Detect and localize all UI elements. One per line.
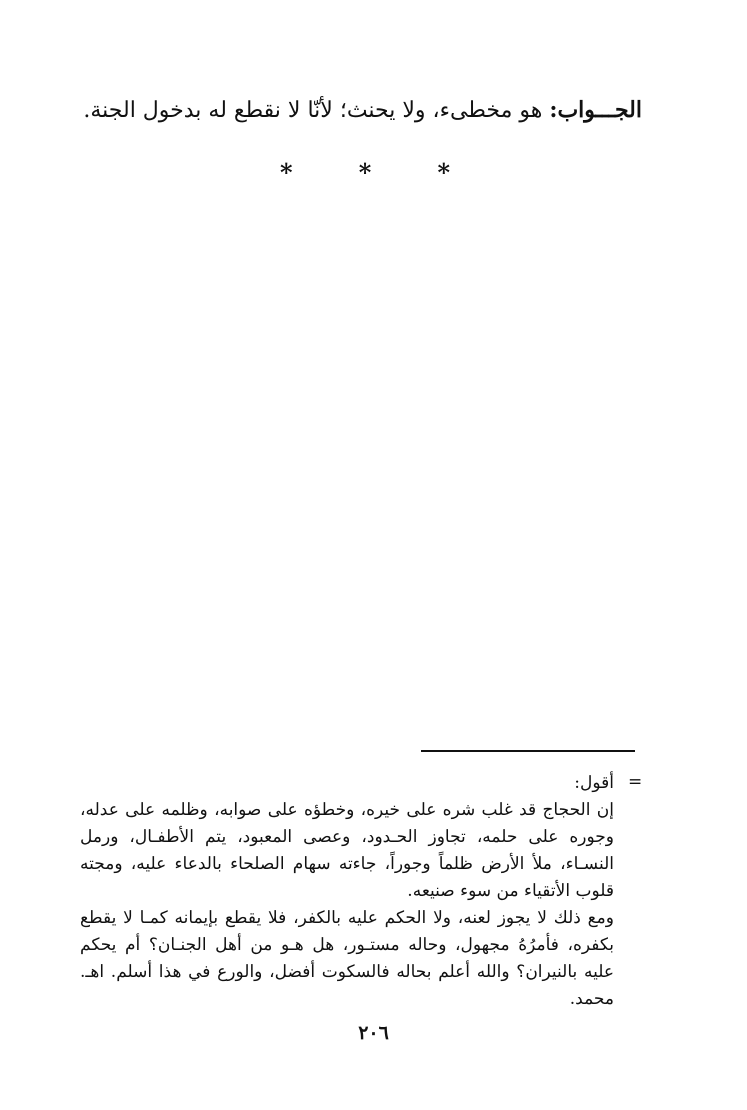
page-number: ٢٠٦	[358, 1022, 389, 1044]
separator-star: *	[358, 158, 372, 187]
answer-text: هو مخطىء، ولا يحنث؛ لأنّا لا نقطع له بدخول الجنة.	[83, 98, 543, 123]
footnote	[80, 770, 614, 1013]
separator-star: *	[280, 158, 293, 187]
footnote-divider	[421, 750, 635, 752]
footnote-paragraph-2: ومع ذلك لا يجوز لعنه، ولا الحكم عليه بالكفر، فلا يقطع بإيمانه كمـا لا يقطع بكفره، فأمرُهُ مجهول، وحاله مستـور، هل هـو من أهل الجنـان؟ أم يحكم عليه بالنيران؟ والله أعلم بحاله فالسكوت أفضل، والورع في هذا أسلم. اهـ. محمد.	[80, 908, 614, 1009]
footnote-paragraph-1: إن الحجاج قد غلب شره على خيره، وخطؤه على صوابه، وظلمه على عدله، وجوره على حلمه، تجاوز الحـدود، وعصى المعبود، يتم الأطفـال، ورمل النسـاء، ملأ الأرض ظلماً وجوراً، جاءته سهام الصلحاء بالدعاء عليه، ومجته قلوب الأتقياء من سوء صنيعه.	[80, 800, 614, 901]
footnote-heading: أقول:	[574, 773, 614, 793]
section-separator	[280, 158, 450, 187]
answer-paragraph	[80, 88, 642, 133]
answer-label: الجـــواب:	[549, 97, 642, 123]
footnote-continuation-marker: =	[628, 772, 643, 792]
separator-star: *	[437, 158, 450, 187]
